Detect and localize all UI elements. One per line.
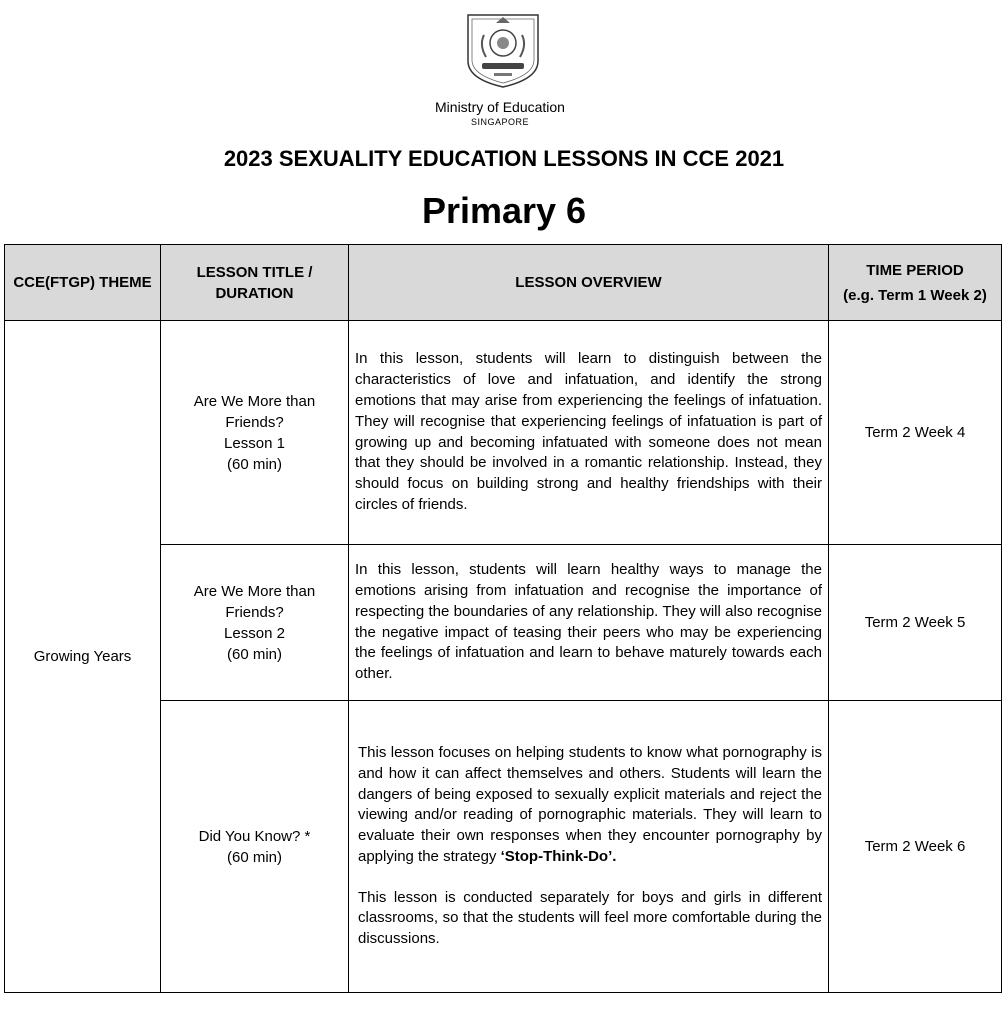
ministry-name: Ministry of Education [435, 99, 565, 115]
lesson-duration: (60 min) [226, 848, 282, 866]
lesson-overview-cell: In this lesson, students will learn to distinguish between the characteristics of love and infatuation, and identify the strong emotions that may arise from experiencing the feelings of infatuation. They will recognise that experiencing feelings of infatuation is part of growing up and becoming infatuated with someone does not mean that they should be involved in a romantic relationship. Instead, they should focus on building strong and healthy friendships with their circles of friends. [349, 321, 829, 545]
document-title: 2023 SEXUALITY EDUCATION LESSONS IN CCE 2021 [223, 146, 785, 171]
ministry-country: SINGAPORE [470, 117, 529, 127]
lesson-title-cell [161, 701, 349, 993]
lesson-title-cell [161, 321, 349, 545]
lesson-title: Are We More than Friends? [193, 582, 316, 621]
moe-crest-icon [466, 13, 540, 89]
lesson-number: Lesson 2 [224, 624, 285, 642]
theme-cell: Growing Years [5, 321, 161, 993]
table-row [5, 321, 1002, 545]
overview-intro: This lesson focuses on helping students to know what pornography is and how it can affect themselves and others. Students will learn the dangers of being exposed to sexually explicit materials and reject the viewing and/or reading of pornographic materials. They will learn to evaluate their own responses when they encounter pornography by applying the strategy [358, 743, 822, 865]
time-period-cell: Term 2 Week 6 [829, 701, 1002, 993]
time-period-cell: Term 2 Week 4 [829, 321, 1002, 545]
period-header-main: TIME PERIOD [866, 261, 964, 279]
column-header-overview: LESSON OVERVIEW [349, 245, 829, 321]
table-header-row [5, 245, 1002, 321]
lesson-title: Did You Know? * [198, 827, 311, 845]
lessons-table [4, 244, 1002, 993]
period-header-example: (e.g. Term 1 Week 2) [843, 286, 987, 304]
strategy-name: ‘Stop-Think-Do’. [500, 847, 617, 865]
lesson-duration: (60 min) [226, 455, 282, 473]
column-header-theme: CCE(FTGP) THEME [5, 245, 161, 321]
lesson-overview-cell: In this lesson, students will learn healthy ways to manage the emotions arising from infatuation and recognise the importance of respecting the boundaries of any relationship. They will also recognise the negative impact of teasing their peers who may be experiencing the feelings of infatuation and learn to behave maturely towards each other. [349, 545, 829, 701]
lesson-title: Are We More than Friends? [193, 392, 316, 431]
overview-paragraph [358, 743, 822, 868]
overview-note: This lesson is conducted separately for boys and girls in different classrooms, so that the students will feel more comfortable during the discussions. [358, 888, 822, 948]
grade-heading: Primary 6 [421, 190, 587, 231]
column-header-period [829, 245, 1002, 321]
lesson-duration: (60 min) [226, 645, 282, 663]
lesson-title-cell [161, 545, 349, 701]
time-period-cell: Term 2 Week 5 [829, 545, 1002, 701]
lesson-overview-cell [349, 701, 829, 993]
column-header-title: LESSON TITLE / DURATION [161, 245, 349, 321]
lesson-number: Lesson 1 [224, 434, 285, 452]
